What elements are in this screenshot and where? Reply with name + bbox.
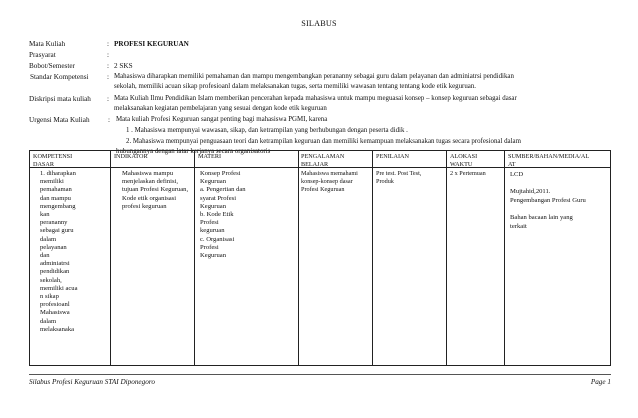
meta-label-standar-kompetensi: Standar Kompetensi: [30, 73, 89, 81]
urgensi-item: 1 . Mahasiswa mempunyai wawasan, sikap, dan ketrampilan yang berhubungan dengan peserta didik .: [126, 127, 408, 134]
meta-colon: :: [107, 51, 109, 59]
column-divider: [298, 151, 299, 365]
cell-pengalaman: Mahasiswa memahami konsep-konsep dasar Profesi Keguruan: [301, 170, 358, 193]
urgensi-item: 2. Mahasiswa mempunyai penguasaan teori dan ketrampilan keguruan dan memiliki kemampuan melaksanakan tugas secara profesional dalam: [126, 138, 521, 145]
meta-value-bobot: 2 SKS: [114, 62, 133, 70]
column-divider: [110, 151, 111, 365]
meta-label-bobot: Bobot/Semester: [29, 62, 75, 70]
page-number: Page 1: [590, 378, 611, 386]
column-divider: [504, 151, 505, 365]
meta-colon: :: [107, 62, 109, 70]
meta-value-diskripsi-line2: melaksanakan kegiatan pembelajaran yang sesuai dengan kode etik keguruan: [114, 105, 327, 112]
meta-value-standar-kompetensi: Mahasiswa diharapkan memiliki pemahaman dan mampu mengembangkan perananny sebagai guru dalam pelayanan dan adminiatrsi pendidikan: [114, 73, 514, 80]
cell-materi: Konsep Profesi Keguruan a. Pengertian dan syarat Profesi Keguruan b. Kode Etik Profesi keguruan c. Organisasi Profesi Keguruan: [200, 170, 246, 260]
header-penilaian: PENILAIAN: [376, 153, 409, 160]
meta-value-mata-kuliah: PROFESI KEGURUAN: [114, 40, 189, 48]
cell-indikator: Mahasiswa mampu menjelaskan definisi, tujuan Profesi Keguruan, Kode etik organisasi profesi keguruan: [122, 170, 189, 210]
cell-penilaian: Pre test. Post Test, Produk: [376, 170, 422, 185]
meta-colon: :: [107, 40, 109, 48]
syllabus-table: [29, 150, 611, 366]
header-indikator: INDIKATOR: [114, 153, 148, 160]
column-divider: [194, 151, 195, 365]
header-pengalaman: PENGALAMAN BELAJAR: [301, 153, 345, 168]
header-kompetensi: KOMPETENSI DASAR: [33, 153, 73, 168]
meta-colon: :: [108, 116, 110, 124]
meta-value-standar-kompetensi-line2: sekolah, memiliki acuan sikap profesioanl dalam melaksanakan tugas, serta memiliki wawasan tentang tentang kode etik keguruan.: [114, 83, 477, 90]
footer-rule: [29, 374, 611, 375]
header-sumber: SUMBER/BAHAN/MEDIA/AL AT: [508, 153, 590, 168]
meta-value-diskripsi: Mata Kuliah Ilmu Pendidikan Islam memberikan pencerahan kepada mahasiswa untuk mampu meguasai konsep – konsep keguruan sebagai dasar: [114, 95, 517, 102]
meta-colon: :: [107, 73, 109, 81]
cell-sumber: LCD Mujtahid,2011. Pengembangan Profesi Guru Bahan bacaan lain yang terkait: [510, 171, 586, 230]
header-materi: MATERI: [198, 153, 222, 160]
column-divider: [372, 151, 373, 365]
footer-left-text: Silabus Profesi Keguruan STAI Diponegoro: [29, 378, 155, 386]
meta-label-urgensi: Urgensi Mata Kuliah: [29, 116, 90, 124]
meta-value-urgensi: Mata kuliah Profesi Keguruan sangat penting bagi mahasiswa PGMI, karena: [116, 116, 328, 123]
cell-kompetensi: 1. diharapkan memiliki pemahaman dan mampu mengembang kan perananny sebagai guru dalam pelayanan dan adminiatrsi pendidikan sekolah, memiliki acua n sikap profesioanl Mahasiswa dalam melaksanaka: [40, 170, 78, 333]
meta-label-diskripsi: Diskripsi mata kuliah: [29, 95, 91, 103]
column-divider: [446, 151, 447, 365]
header-alokasi: ALOKASI WAKTU: [450, 153, 478, 168]
document-title: SILABUS: [301, 19, 337, 28]
cell-alokasi: 2 x Pertemuan: [450, 170, 486, 177]
urgensi-item: hubungannya dengan latar kerjanya secara organisatoris: [116, 148, 271, 155]
meta-label-prasyarat: Prasyarat: [29, 51, 56, 59]
meta-colon: :: [107, 95, 109, 103]
meta-label-mata-kuliah: Mata Kuliah: [29, 40, 66, 48]
